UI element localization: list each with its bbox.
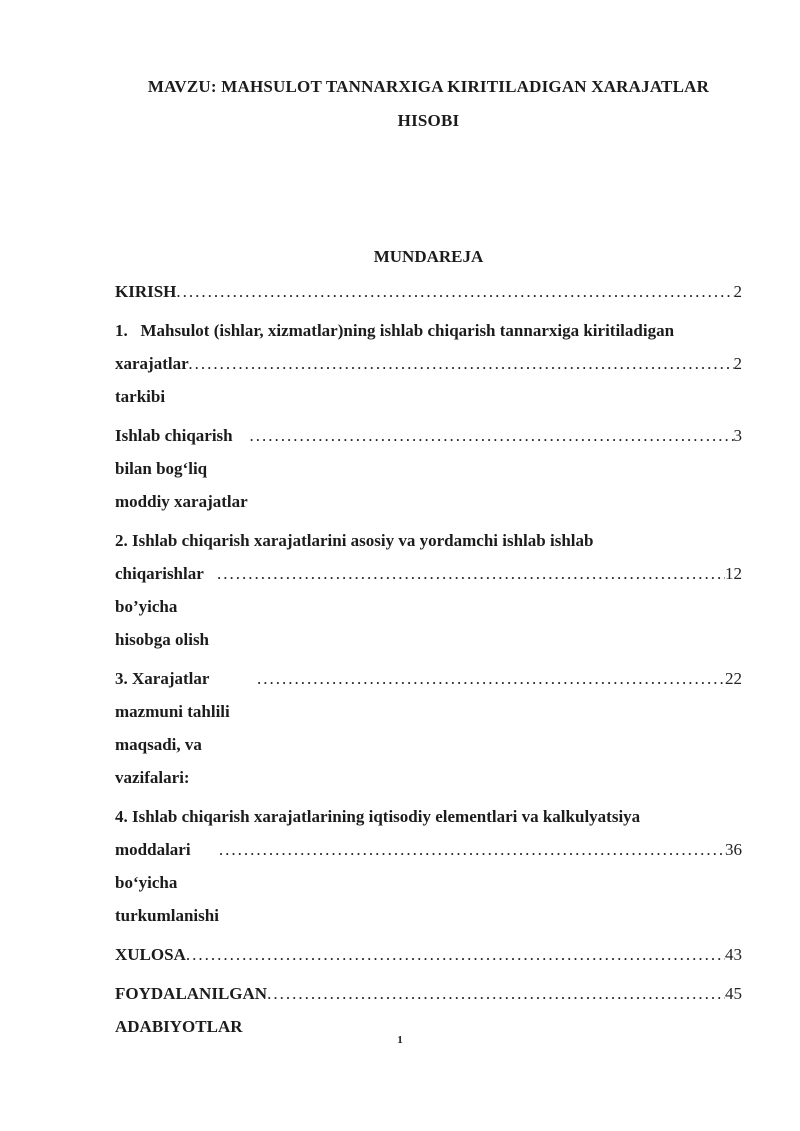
document-title (115, 70, 742, 138)
toc-page-number: 43 (725, 945, 742, 964)
toc-entry (115, 557, 742, 656)
toc-entry (115, 347, 742, 413)
toc-heading: MUNDAREJA (373, 247, 484, 266)
toc-entry (115, 938, 742, 971)
toc-paragraph (115, 662, 742, 794)
table-of-contents (115, 275, 742, 1043)
toc-entry-text: moddalari bo‘yicha turkumlanishi (115, 840, 219, 925)
toc-paragraph (115, 314, 742, 413)
toc-page-number: 12 (725, 564, 742, 583)
toc-entry (115, 275, 742, 308)
toc-paragraph (115, 800, 742, 932)
document-title-line-1: MAVZU: MAHSULOT TANNARXIGA KIRITILADIGAN XARAJATLAR (147, 77, 710, 96)
toc-entry-line: 1. Mahsulot (ishlar, xizmatlar)ning ishlab chiqarish tannarxiga kiritiladigan (115, 321, 675, 340)
dot-leader (176, 275, 733, 308)
document-content (115, 0, 742, 1049)
toc-page-number: 45 (725, 984, 742, 1003)
toc-entry (115, 662, 742, 794)
toc-entry-text: chiqarishlar bo’yicha hisobga olish (115, 564, 210, 649)
toc-paragraph (115, 524, 742, 656)
dot-leader (186, 938, 725, 971)
toc-entry-text: KIRISH (115, 282, 177, 301)
toc-page-number: 22 (725, 669, 742, 688)
toc-paragraph (115, 275, 742, 308)
dot-leader (257, 662, 725, 695)
toc-entry-line: 4. Ishlab chiqarish xarajatlarining iqtisodiy elementlari va kalkulyatsiya (115, 807, 641, 826)
dot-leader (188, 347, 733, 380)
dot-leader (250, 419, 734, 452)
toc-entry (115, 419, 742, 518)
dot-leader (267, 977, 725, 1010)
toc-page-number: 3 (733, 426, 742, 445)
toc-page-number: 36 (725, 840, 742, 859)
toc-entry-line: 2. Ishlab chiqarish xarajatlarini asosiy va yordamchi ishlab ishlab (115, 531, 594, 550)
toc-entry (115, 833, 742, 932)
toc-entry-text: 3. Xarajatlar mazmuni tahlili maqsadi, va vazifalari: (115, 669, 235, 787)
toc-page-number: 2 (733, 354, 742, 373)
document-title-line-2: HISOBI (397, 111, 460, 130)
toc-paragraph (115, 938, 742, 971)
footer-page-number: 1 (397, 1034, 403, 1046)
toc-paragraph (115, 419, 742, 518)
toc-page-number: 2 (733, 282, 742, 301)
toc-entry-text: FOYDALANILGAN ADABIYOTLAR (115, 984, 271, 1036)
toc-entry-text: Ishlab chiqarish bilan bog‘liq moddiy xarajatlar (115, 426, 248, 511)
toc-entry-text: xarajatlar tarkibi (115, 354, 193, 406)
toc-entry-text: XULOSA (115, 945, 186, 964)
dot-leader (217, 557, 725, 590)
dot-leader (219, 833, 725, 866)
